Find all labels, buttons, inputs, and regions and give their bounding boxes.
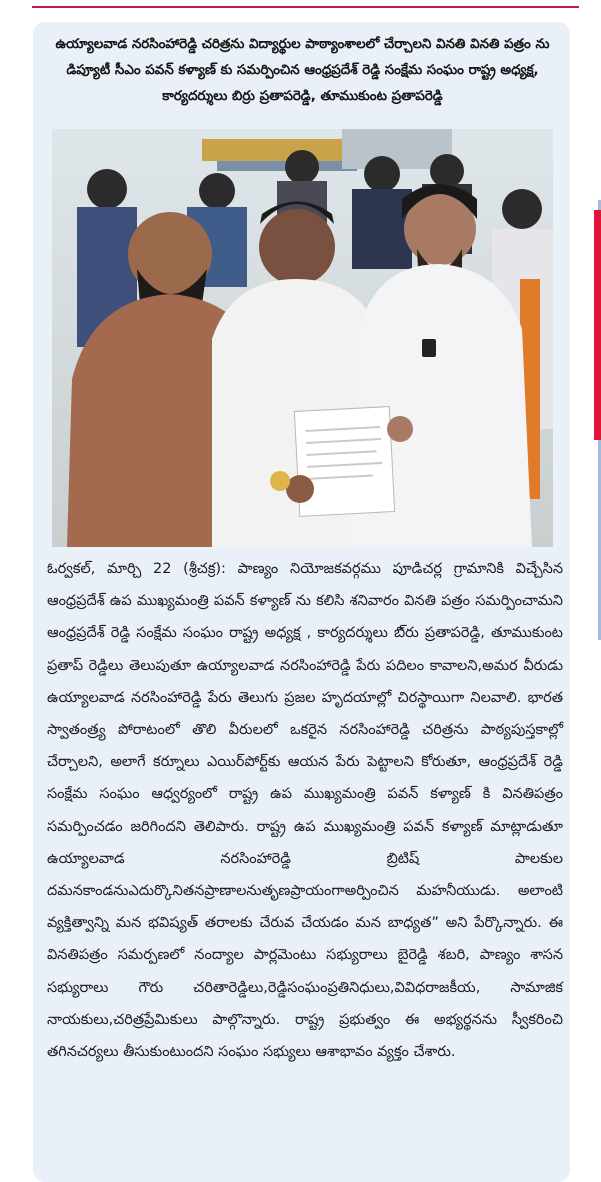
adjacent-column-edge [592, 200, 601, 1168]
article-body: ఓర్వకల్, మార్చి 22 (శ్రీచక్ర): పాణ్యం నియోజకవర్గము పూడిచర్ల గ్రామానికి విచ్చేసిన ఆంధ్రప్రదేశ్ ఉప ముఖ్యమంత్రి పవన్ కళ్యాణ్ ను కలిసి శనివారం వినతి పత్రం సమర్పించామని ఆంధ్రప్రదేశ్ రెడ్డి సంక్షేమ సంఘం రాష్ట్ర అధ్యక్ష , కార్యదర్శులు బి్రు ప్రతాపరెడ్డి, తూముకుంట ప్రతాప్ రెడ్డిలు తెలుపుతూ ఉయ్యాలవాడ నరసింహారెడ్డి పేరు పదిలం కావాలని,అమర వీరుడు ఉయ్యాలవాడ నరసింహారెడ్డి పేరు తెలుగు ప్రజల హృదయాల్లో చిరస్థాయిగా నిలవాలి. భారత స్వాతంత్ర్య పోరాటంలో తొలి వీరులలో ఒకరైన నరసింహారెడ్డి చరిత్రను పాఠ్యపుస్తకాల్లో చేర్చాలని, అలాగే కర్నూలు ఎయిర్‌పోర్ట్‌కు ఆయన పేరు పెట్టాలని కోరుతూ, ఆంధ్రప్రదేశ్ రెడ్డి సంక్షేమ సంఘం ఆధ్వర్యంలో రాష్ట్ర ఉప ముఖ్యమంత్రి పవన్ కళ్యాణ్ కి వినతిపత్రం సమర్పించడం జరిగిందని తెలిపారు. రాష్ట్ర ఉప ముఖ్యమంత్రి పవన్ కళ్యాణ్ మాట్లాడుతూ ఉయ్యాలవాడ నరసింహారెడ్డి బ్రిటిష్ పాలకుల దమనకాండనుఎదుర్కొనితనప్రాణాలనుతృణప్రాయంగాఅర్పించిన మహనీయుడు. అలాంటి వ్యక్తిత్వాన్ని మన భవిష్యత్ తరాలకు చేరువ చేయడం మన బాధ్యత” అని పేర్కొన్నారు. ఈ వినతిపత్రం సమర్పణలో నంద్యాల పార్లమెంటు సభ్యురాలు బైరెడ్డి శబరి, పాణ్యం శాసన సభ్యురాలు గౌరు చరితారెడ్డిలు,రెడ్డిసంఘంప్రతినిధులు,వివిధరాజకీయ, సామాజిక నాయకులు,చరిత్రప్రేమికులు పాల్గొన్నారు. రాష్ట్ర ప్రభుత్వం ఈ అభ్యర్థనను స్వీకరించి తగినచర్యలు తీసుకుంటుందని సంఘం సభ్యులు ఆశాభావం వ్యక్తం చేశారు. [47, 561, 563, 1061]
adjacent-ad-strip [594, 210, 601, 440]
top-divider [0, 0, 601, 8]
news-photo[interactable] [52, 129, 553, 547]
article-headline: ఉయ్యాలవాడ నరసింహారెడ్డి చరిత్రను విద్యార్థుల పాఠ్యాంశాలలో చేర్చాలని వినతి వినతి పత్రం ను డిప్యూటీ సీఎం పవన్ కళ్యాణ్ కు సమర్పించిన ఆంధ్రప్రదేశ్ రెడ్డి సంక్షేమ సంఘం రాష్ట్ర అధ్యక్ష, కార్యదర్శులు బిర్రు ప్రతాపరెడ్డి, తూముకుంట ప్రతాపరెడ్డి [55, 37, 550, 104]
photo-illustration [52, 129, 553, 547]
accent-rule [32, 6, 579, 8]
